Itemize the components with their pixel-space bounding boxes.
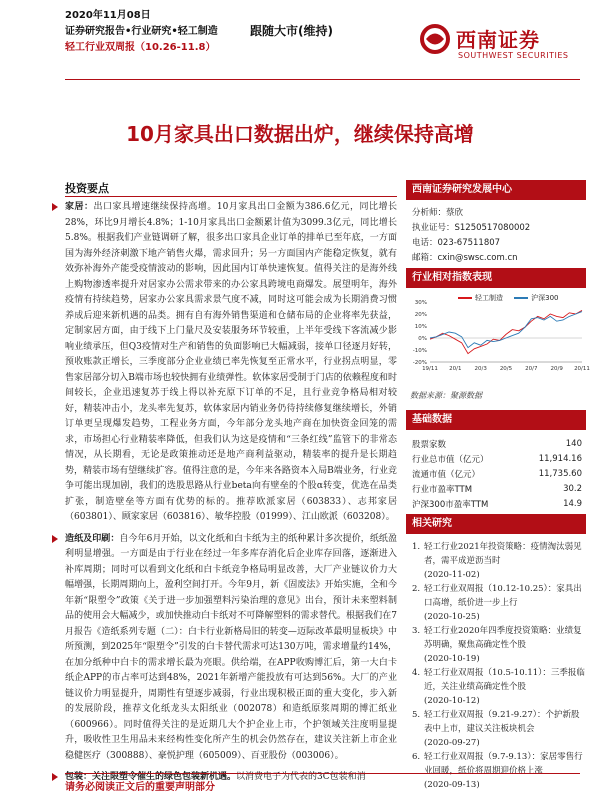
highlights-divider xyxy=(65,196,397,197)
analyst-phone: 电话：023-67511807 xyxy=(412,238,501,248)
item-number: 6. xyxy=(412,752,421,762)
related-item[interactable] xyxy=(412,666,587,708)
header-meta xyxy=(65,8,218,56)
x-tick-label: 20/3 xyxy=(474,366,487,372)
row-label: 行业市盈率TTM xyxy=(412,484,473,495)
paragraph-text: 自今年6月开始，以文化纸和白卡纸为主的纸种累计多次提价，纸纸盈利明显增强。一方面是由于行业在经过一年多库存消化后企业库存回落，逐渐进入补库周期；同时可以看到文化纸和白卡纸竞争格局明显改善，大厂产业链议价力大幅增强，长期周期向上，盈利空间打开。今年9月，新《固废法》开始实施，全和今年新“限塑令”政策《关于进一步加强塑料污染治理的意见》出台，预计未来塑料制品的使用会大幅减少，或加快推动白卡纸对不可降解塑料的需求替代。根据我们在7月报告《造纸系列专题（二）：白卡行业新格局旧的转变—迈际改革最明显板块》中所预测，到2025年“限塑令”引发的白卡替代需求可达130万吨，需求增量约14%，在加分纸种中白卡的需求增长最为亮眼。供给端，在APP收购博汇后，第一大白卡纸企APP的市占率可达到48%，2021年新增产能投放有可达到56%。大厂的产业链议价力明显提升，周期性有望逐步减弱，行业出现积极正面的重大变化，步入新的发展阶段，推荐文化纸龙头太阳纸业（002078）和造纸原浆周期的博汇纸业（600966）。同时值得关注的是近期几大个护企业上市，个护领域关注度明显提升，吸收性卫生用品未来经构性变化所产生的机会仍然存在，建议关注新上市企业稳健医疗（300888）、豪悦护理（605009）、百亚股份（003006）。 xyxy=(65,533,397,761)
company-logo xyxy=(420,22,580,68)
paragraph-lead: 造纸及印刷： xyxy=(65,533,120,544)
table-row xyxy=(412,481,582,496)
logo-text-en: SOUTHWEST SECURITIES xyxy=(458,51,569,60)
paragraph-paper xyxy=(65,532,397,765)
table-row xyxy=(412,451,582,466)
related-item[interactable] xyxy=(412,624,587,666)
logo-mark-icon xyxy=(420,24,450,54)
table-row xyxy=(412,436,582,451)
item-title: 轻工行业双周报（9.7-9.13）：家居零售行业回暖，纸价将周期迎价格上涨 xyxy=(424,752,583,776)
analyst-info xyxy=(412,206,530,266)
chart-source: 数据来源：聚源数据 xyxy=(410,391,482,400)
y-tick-label: 0% xyxy=(418,336,427,342)
item-number: 1. xyxy=(412,542,421,552)
item-title: 轻工行业2021年投资策略：疫情淘汰弱见者，需平成逆沥当时 xyxy=(424,542,582,566)
analyst-email: 邮箱：cxin@swsc.com.cn xyxy=(412,253,518,263)
related-heading: 相关研究 xyxy=(406,514,586,534)
x-tick-label: 20/1 xyxy=(449,366,462,372)
report-date: 2020年11月08日 xyxy=(65,10,151,21)
item-title: 轻工行业双周报（10.12-10.25）：家具出口高增，纸价进一步上行 xyxy=(424,584,582,608)
table-row xyxy=(412,466,582,481)
basic-data-table xyxy=(412,436,582,511)
item-title: 轻工行业双周报（10.5-10.11）：三季报临近，关注业绩高确定性个股 xyxy=(424,668,585,692)
y-tick-label: 10% xyxy=(414,324,427,330)
bullet-icon xyxy=(52,203,58,211)
paragraph-text: 以消费电子为代表的3C包装和消 xyxy=(236,772,366,782)
item-date: (2020-10-12) xyxy=(424,696,480,706)
item-number: 3. xyxy=(412,626,421,636)
report-title: 10月家具出口数据出炉，继续保持高增 xyxy=(126,122,474,146)
footer-disclaimer: 请务必阅读正文后的重要声明部分 xyxy=(65,782,215,793)
performance-chart xyxy=(406,294,590,374)
row-label: 沪深300市盈率TTM xyxy=(412,499,489,510)
x-tick-label: 20/7 xyxy=(525,366,538,372)
related-item[interactable] xyxy=(412,750,587,792)
team-heading: 西南证券研究发展中心 xyxy=(406,180,586,200)
x-tick-label: 20/9 xyxy=(550,366,563,372)
item-date: (2020-10-19) xyxy=(424,654,480,664)
item-number: 2. xyxy=(412,584,421,594)
item-number: 4. xyxy=(412,668,421,678)
row-value: 11,914.16 xyxy=(538,453,582,464)
row-label: 股票家数 xyxy=(412,439,447,450)
item-title: 轻工行业2020年四季度投资策略：业绩复苏明确，聚焦高确定性个股 xyxy=(424,626,582,650)
header-divider xyxy=(65,79,580,80)
paragraph-lead: 家居： xyxy=(65,202,94,212)
item-title: 轻工行业双周报（9.21-9.27）：个护新股表中上市，建议关注板块机会 xyxy=(424,710,580,734)
y-tick-label: 20% xyxy=(414,312,427,318)
legend-label: 轻工制造 xyxy=(475,294,503,302)
rating: 跟随大市(维持) xyxy=(250,24,333,38)
basic-data-heading: 基础数据 xyxy=(406,410,586,430)
item-date: (2020-10-25) xyxy=(424,612,480,622)
table-row xyxy=(412,496,582,511)
item-number: 5. xyxy=(412,710,421,720)
row-value: 30.2 xyxy=(563,483,582,494)
related-item[interactable] xyxy=(412,540,587,582)
analyst-name: 分析师：蔡欣 xyxy=(412,208,464,218)
x-tick-label: 20/5 xyxy=(499,366,513,372)
perf-chart-heading: 行业相对指数表现 xyxy=(406,268,586,288)
row-value: 140 xyxy=(565,438,582,449)
bullet-icon xyxy=(52,773,58,781)
paragraph-home xyxy=(65,200,397,526)
y-tick-label: -20% xyxy=(412,360,427,366)
row-value: 11,735.60 xyxy=(538,468,582,479)
row-label: 行业总市值（亿元） xyxy=(412,454,489,465)
row-label: 流通市值（亿元） xyxy=(412,469,481,480)
report-name: 轻工行业双周报（10.26-11.8） xyxy=(65,42,216,53)
y-tick-label: -10% xyxy=(412,348,427,354)
x-tick-label: 19/11 xyxy=(422,366,438,372)
item-date: (2020-09-27) xyxy=(424,738,480,748)
highlights-heading: 投资要点 xyxy=(65,182,109,195)
related-list xyxy=(412,540,587,792)
report-category: 证券研究报告•行业研究•轻工制造 xyxy=(65,26,218,37)
highlights-body xyxy=(65,200,397,786)
row-value: 14.9 xyxy=(563,498,582,509)
x-tick-label: 20/11 xyxy=(574,366,590,372)
legend-label: 沪深300 xyxy=(531,294,559,302)
item-date: (2020-09-13) xyxy=(424,780,480,790)
analyst-license: 执业证号：S1250517080002 xyxy=(412,223,531,233)
logo-text-cn: 西南证券 xyxy=(456,28,540,52)
related-item[interactable] xyxy=(412,708,587,750)
y-tick-label: 30% xyxy=(414,300,427,306)
paragraph-text: 出口家具增速继续保持高增。10月家具出口金额为386.6亿元，同比增长28%，环比9月增长4.8%；1-10月家具出口金额累计值为3099.3亿元，同比增长5.8%。根据我们产业链调研了解，很多出口家具企业订单的排单已至年底，一方面国为海外经济刺激下地产销售火爆，需求回升；另一方面国内产能稳定恢复，就有效弥补海外产能受疫情波动的影响，因此国内订单快速恢复。值得关注的是海外线上购物渗透率提升对居家办公需求带来的办公家具跨境电商爆发。展望明年，海外疫情有持续趋势，居家办公家具需求景气度不减，同时这可能会成为长期消费习惯养成后迎来新机遇的品类。拥有自有海外销售渠道和仓储布局的企业将率先获益，定制家居方面，由于线下上门量尺及安装服务环节较重，上半年受线下客流减少影响业绩承压，但Q3疫情对生产和销售的负面影响已大幅减弱，接单口径逐月好转，预收账款正增长，三季度部分企业业绩已率先恢复至正常水平，行业拐点明显，零售家居部分切入B端市场也较快拥有业绩弹性。软体家居受制于门店的依赖程度和时间较长，企业迅速复苏于线上得以补充原下订单的不足，且行业竞争格局相对较好，精装冲击小，龙头率先复苏，软体家居内销业务仍待持续修复继续增长，外销订单更呈现爆发趋势，工程业务方面，今年部分龙头地产商在加快资金回笼的需求，市场担心行业精装率降低，但我们认为这是疫情和“三条红线”监管下的非常态情况，从长期看，无论是政策推动还是地产商利益驱动，精装率的提升是长期趋势，精装市场有望继续扩容。值得注意的是，今年来各路资本入局B端业务，行业竞争可能出现加剧，我们的选股思路从行业beta向有壁垒的个股α转变，优选在品类扩张，制造壁垒等方面有优势的标的。推荐欧派家居（603833）、志邦家居（603801）、顾家家居（603816）、敏华控股（01999）、江山欧派（603208）。 xyxy=(65,202,397,522)
bullet-icon xyxy=(52,535,58,543)
footer-divider xyxy=(65,773,580,774)
paragraph-lead: 包装：关注限塑令催生的绿色包装新机遇。 xyxy=(65,772,237,782)
item-date: (2020-11-02) xyxy=(424,570,480,580)
related-item[interactable] xyxy=(412,582,587,624)
series-line xyxy=(430,310,582,353)
